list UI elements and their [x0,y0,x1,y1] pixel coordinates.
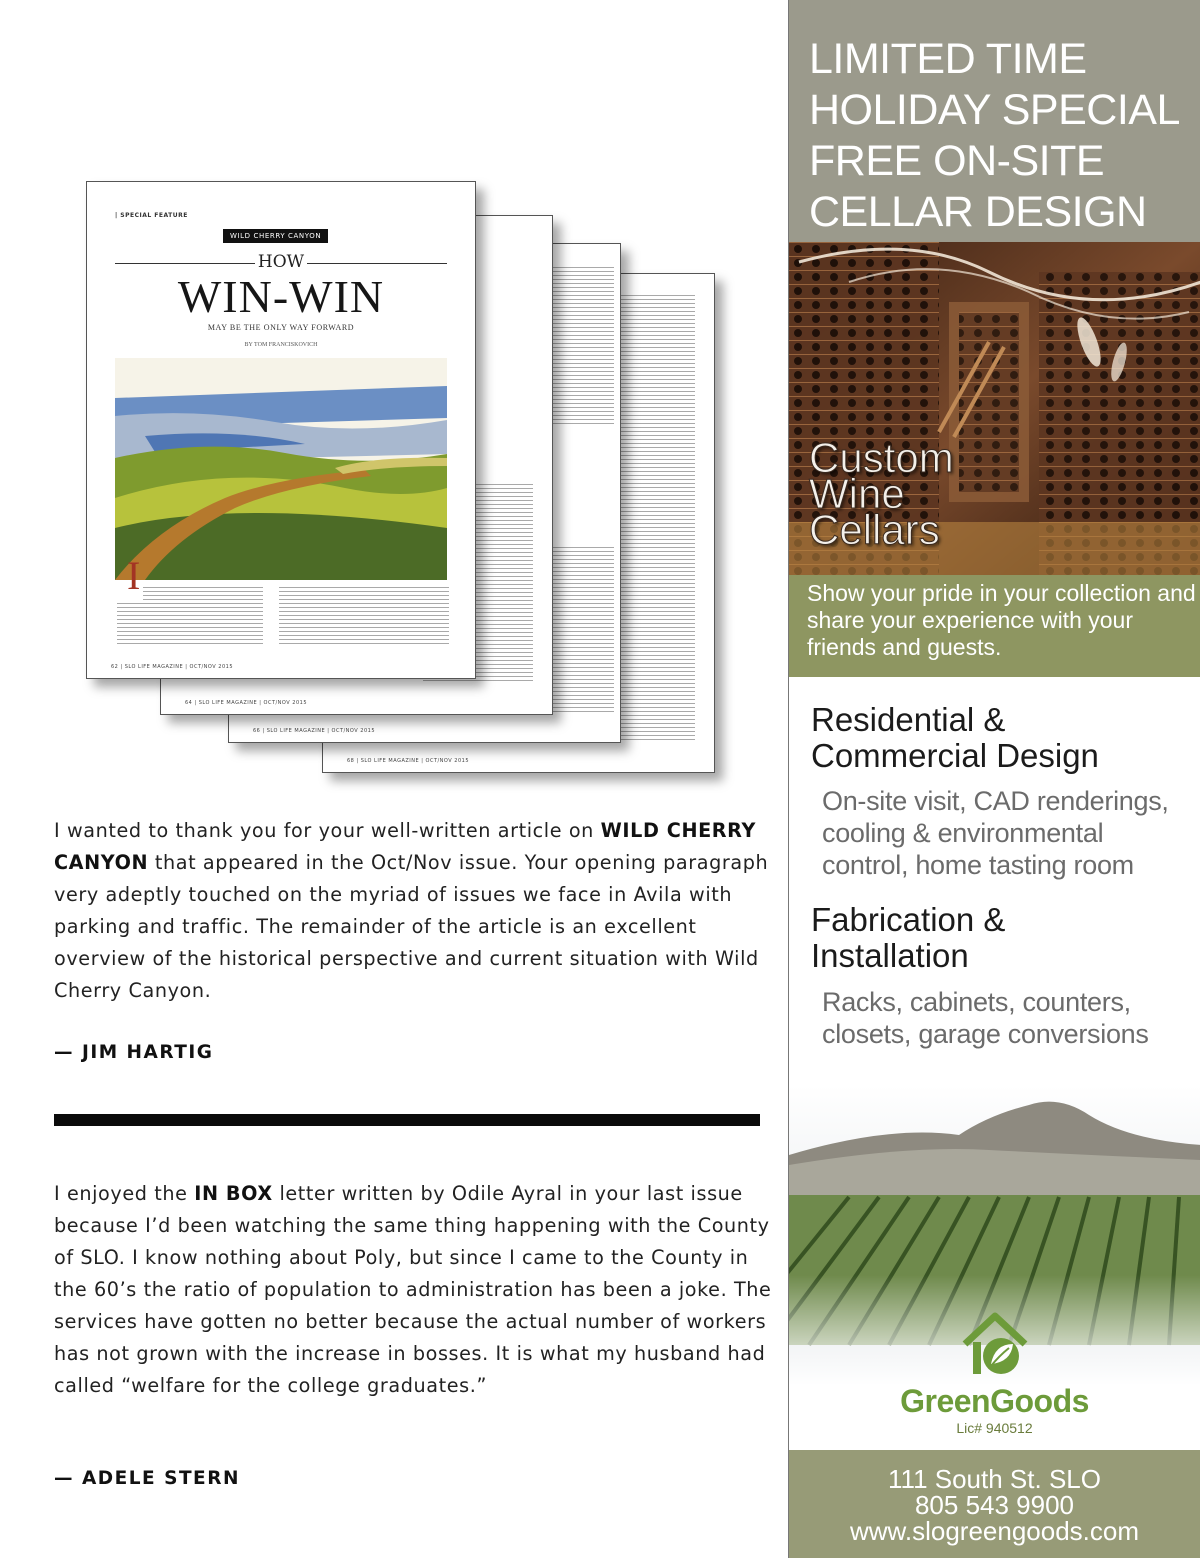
page-footer: 62 | SLO LIFE MAGAZINE | OCT/NOV 2015 [111,664,234,670]
license-number: Lic# 940512 [956,1420,1033,1436]
letter-text: I enjoyed the [54,1182,195,1205]
overlay-line: Cellars [809,506,940,553]
letter-signature: — ADELE STERN [54,1468,240,1489]
magazine-spread-image [80,175,740,785]
contact-banner [789,1450,1200,1558]
letter-body [54,1178,774,1402]
landscape-illustration [115,358,447,580]
custom-wine-cellars-overlay [809,434,954,553]
letter-text: letter written by Odile Ayral in your last issue because I’d been watching the same thing happening with the County of SLO. I know nothing about Poly, but since I came to the County in the 60’s the ratio of population to administration has been a joke. The services have gotten no better because the actual number of workers has not grown with the increase in bosses. It is what my husband had called “welfare for the college graduates.” [54,1182,772,1397]
headline-sub: MAY BE THE ONLY WAY FORWARD [207,323,355,332]
service-desc-fabrication: Racks, cabinets, counters, closets, garage conversions [822,987,1149,1049]
service-title-fabrication: Fabrication & Installation [811,901,1006,974]
magazine-page-1 [86,181,476,679]
greengoods-logo-icon [789,1310,1200,1386]
headline-top: HOW [257,252,305,272]
page-footer: 64 | SLO LIFE MAGAZINE | OCT/NOV 2015 [185,700,308,706]
service-desc-design: On-site visit, CAD renderings, cooling & environmental control, home tasting room [822,786,1169,880]
overlay-line: Custom [809,434,954,481]
service-title-design: Residential & Commercial Design [811,701,1099,774]
letter-emphasis: IN BOX [194,1182,273,1205]
ad-headline [809,34,1199,238]
section-label: | SPECIAL FEATURE [115,212,188,219]
page-footer: 68 | SLO LIFE MAGAZINE | OCT/NOV 2015 [347,758,470,764]
byline: BY TOM FRANCISKOVICH [244,342,318,348]
headline-main: WIN-WIN [177,271,385,322]
pride-text: Show your pride in your collection and share your experience with your friends and guests. [807,580,1196,660]
brand-name: GreenGoods [900,1383,1089,1419]
headline-line: FREE ON-SITE [809,137,1105,185]
letter-emphasis: WILD CHERRY CANYON [54,819,757,874]
letter-body [54,815,769,1007]
address: 111 South St. SLO [888,1464,1101,1494]
letter-text: that appeared in the Oct/Nov issue. Your opening paragraph very adeptly touched on the myriad of issues we face in Avila with parking and traffic. The remainder of the article is an excellent overview of the historical perspective and current situation with Wild Cherry Canyon. [54,851,769,1002]
headline-line: HOLIDAY SPECIAL [809,86,1180,134]
ad-header [789,0,1200,242]
page-footer: 66 | SLO LIFE MAGAZINE | OCT/NOV 2015 [253,728,376,734]
website-link[interactable]: www.slogreengoods.com [849,1516,1140,1546]
drop-cap: I [127,553,141,598]
headline-line: CELLAR DESIGN [809,188,1147,236]
headline-line: LIMITED TIME [809,35,1087,83]
pride-banner [789,575,1200,677]
overlay-line: Wine [809,470,905,517]
greengoods-advertisement [788,0,1200,1558]
letter-text: I wanted to thank you for your well-written article on [54,819,601,842]
letter-signature: — JIM HARTIG [54,1042,214,1063]
section-divider [54,1114,760,1126]
phone: 805 543 9900 [914,1490,1075,1520]
kicker-label: WILD CHERRY CANYON [223,229,328,243]
